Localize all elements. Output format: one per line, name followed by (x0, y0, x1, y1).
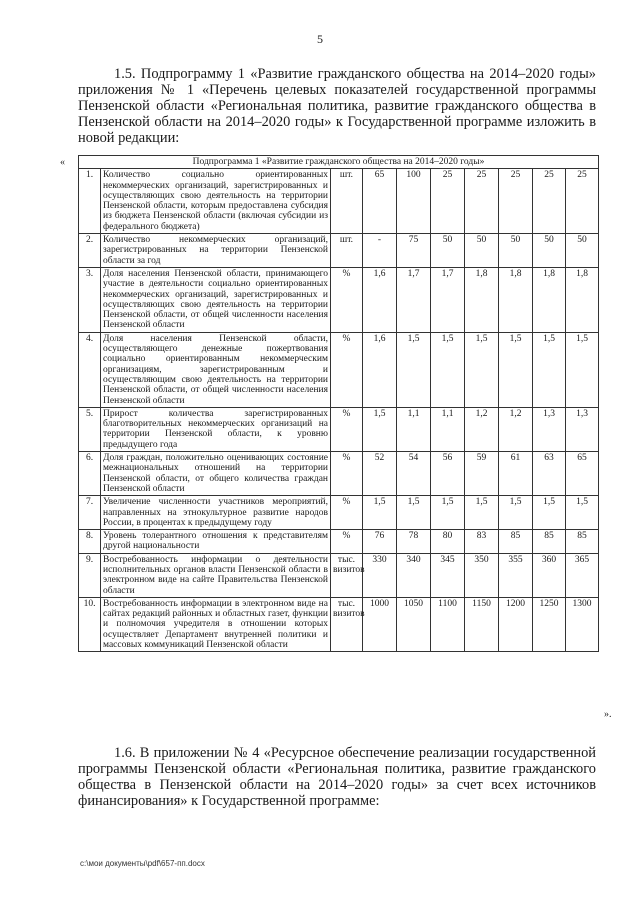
value-cell: 85 (499, 530, 533, 554)
value-cell: 75 (397, 234, 431, 268)
value-cell: 1050 (397, 597, 431, 651)
table-row (79, 496, 599, 530)
unit-cell: тыс. визитов (331, 553, 363, 597)
value-cell: 1,5 (431, 496, 465, 530)
table-title-row (79, 156, 599, 169)
value-cell: 56 (431, 452, 465, 496)
value-cell: 360 (533, 553, 566, 597)
value-cell: 85 (566, 530, 599, 554)
value-cell: 25 (566, 169, 599, 234)
value-cell: 1,5 (397, 496, 431, 530)
indicator-name: Востребованность информации о деятельности исполнительных органов власти Пензенской области в электронном виде на сайте Правительства Пензенской области (101, 553, 331, 597)
file-path-footer: c:\мои документы\pdf\657-пп.docx (80, 859, 205, 868)
row-number: 7. (79, 496, 101, 530)
row-number: 3. (79, 267, 101, 332)
unit-cell: % (331, 332, 363, 407)
value-cell: 1250 (533, 597, 566, 651)
table-row (79, 234, 599, 268)
value-cell: 25 (431, 169, 465, 234)
value-cell: 63 (533, 452, 566, 496)
table-row (79, 169, 599, 234)
value-cell: 65 (566, 452, 599, 496)
table-row (79, 332, 599, 407)
value-cell: 1,5 (566, 496, 599, 530)
value-cell: 345 (431, 553, 465, 597)
value-cell: 50 (566, 234, 599, 268)
value-cell: 52 (363, 452, 397, 496)
value-cell: 1100 (431, 597, 465, 651)
value-cell: 25 (465, 169, 499, 234)
value-cell: 1150 (465, 597, 499, 651)
indicator-name: Доля населения Пензенской области, осуществляющего денежные пожертвования социально ориентированным некоммерческим организациям, зарегистрированным и осуществляющим свою деятельность на территории Пензенской области, от общей численности населения Пензенской области (101, 332, 331, 407)
value-cell: 365 (566, 553, 599, 597)
value-cell: 1,8 (566, 267, 599, 332)
table-row (79, 530, 599, 554)
row-number: 10. (79, 597, 101, 651)
value-cell: 1,8 (499, 267, 533, 332)
row-number: 6. (79, 452, 101, 496)
indicator-name: Востребованность информации в электронном виде на сайтах редакций районных и областных газет, функции и полномочия учредителя в отношении которых осуществляет Департамент внутренней политики и массовых коммуникаций Пензенской области (101, 597, 331, 651)
value-cell: 1,5 (465, 496, 499, 530)
value-cell: 1,1 (431, 407, 465, 451)
value-cell: 59 (465, 452, 499, 496)
table-row (79, 452, 599, 496)
page-number: 5 (317, 32, 323, 46)
value-cell: 61 (499, 452, 533, 496)
paragraph-1-6-text: 1.6. В приложении № 4 «Ресурсное обеспечение реализации государственной программы Пензенской области «Региональная политика, развитие гражданского общества в Пензенской области на 2014–2020 годы» за счет всех источников финансирования» к Государственной программе: (78, 745, 596, 809)
value-cell: 50 (499, 234, 533, 268)
value-cell: 1,6 (363, 332, 397, 407)
value-cell: 355 (499, 553, 533, 597)
value-cell: 50 (431, 234, 465, 268)
unit-cell: шт. (331, 169, 363, 234)
value-cell: 1,8 (533, 267, 566, 332)
unit-cell: % (331, 530, 363, 554)
unit-cell: % (331, 452, 363, 496)
row-number: 1. (79, 169, 101, 234)
paragraph-1-6 (78, 745, 596, 809)
value-cell: 50 (533, 234, 566, 268)
row-number: 9. (79, 553, 101, 597)
indicator-name: Прирост количества зарегистрированных благотворительных некоммерческих организаций на территории Пензенской области, к уровню предыдущего года (101, 407, 331, 451)
value-cell: 25 (533, 169, 566, 234)
value-cell: 1300 (566, 597, 599, 651)
unit-cell: тыс. визитов (331, 597, 363, 651)
indicator-name: Увеличение численности участников мероприятий, направленных на этнокультурное развитие народов России, в процентах к предыдущему году (101, 496, 331, 530)
value-cell: 1,7 (397, 267, 431, 332)
value-cell: 80 (431, 530, 465, 554)
value-cell: 1,5 (363, 407, 397, 451)
indicator-name: Количество социально ориентированных некоммерческих организаций, зарегистрированных и осуществляющих свою деятельность на территории Пензенской области, которым предоставлена субсидия из бюджета Пензенской области (включая субсидии из федерального бюджета) (101, 169, 331, 234)
subprogram-title: Подпрограмма 1 «Развитие гражданского общества на 2014–2020 годы» (79, 156, 599, 169)
closing-quote: ». (604, 709, 612, 720)
value-cell: 1,5 (465, 332, 499, 407)
value-cell: 1,3 (566, 407, 599, 451)
value-cell: 25 (499, 169, 533, 234)
indicator-name: Доля населения Пензенской области, принимающего участие в деятельности социально ориентированных некоммерческих организаций, зарегистрированных и осуществляющих свою деятельность на территории Пензенской области, от общей численности населения Пензенской области (101, 267, 331, 332)
indicator-name: Доля граждан, положительно оценивающих состояние межнациональных отношений на территории Пензенской области, от общего количества граждан Пензенской области (101, 452, 331, 496)
unit-cell: % (331, 407, 363, 451)
value-cell: 76 (363, 530, 397, 554)
table-row (79, 597, 599, 651)
value-cell: 85 (533, 530, 566, 554)
paragraph-1-5-text: 1.5. Подпрограмму 1 «Развитие гражданского общества на 2014–2020 годы» приложения № 1 «Перечень целевых показателей государственной программы Пензенской области «Региональная политика, развитие гражданского общества в Пензенской области на 2014–2020 годы» к Государственной программе изложить в новой редакции: (78, 66, 596, 146)
opening-quote: « (60, 157, 65, 168)
value-cell: 83 (465, 530, 499, 554)
value-cell: 1,5 (533, 496, 566, 530)
value-cell: 1,6 (363, 267, 397, 332)
value-cell: 100 (397, 169, 431, 234)
value-cell: 50 (465, 234, 499, 268)
value-cell: 1,2 (499, 407, 533, 451)
value-cell: 1,5 (431, 332, 465, 407)
value-cell: 1,5 (566, 332, 599, 407)
paragraph-1-5 (78, 66, 596, 146)
value-cell: 1,5 (499, 496, 533, 530)
value-cell: 1,5 (533, 332, 566, 407)
table-row (79, 267, 599, 332)
value-cell: 1,2 (465, 407, 499, 451)
value-cell: 1,8 (465, 267, 499, 332)
table-row (79, 407, 599, 451)
indicator-name: Количество некоммерческих организаций, зарегистрированных на территории Пензенской области за год (101, 234, 331, 268)
row-number: 4. (79, 332, 101, 407)
value-cell: 1,7 (431, 267, 465, 332)
value-cell: 1,1 (397, 407, 431, 451)
indicators-table (78, 155, 599, 652)
row-number: 2. (79, 234, 101, 268)
value-cell: 1,3 (533, 407, 566, 451)
value-cell: 54 (397, 452, 431, 496)
unit-cell: % (331, 267, 363, 332)
value-cell: - (363, 234, 397, 268)
table-row (79, 553, 599, 597)
unit-cell: % (331, 496, 363, 530)
value-cell: 78 (397, 530, 431, 554)
value-cell: 1,5 (397, 332, 431, 407)
value-cell: 1000 (363, 597, 397, 651)
value-cell: 1,5 (363, 496, 397, 530)
row-number: 5. (79, 407, 101, 451)
indicator-name: Уровень толерантного отношения к представителям другой национальности (101, 530, 331, 554)
value-cell: 330 (363, 553, 397, 597)
row-number: 8. (79, 530, 101, 554)
value-cell: 340 (397, 553, 431, 597)
value-cell: 65 (363, 169, 397, 234)
unit-cell: шт. (331, 234, 363, 268)
value-cell: 1,5 (499, 332, 533, 407)
value-cell: 1200 (499, 597, 533, 651)
value-cell: 350 (465, 553, 499, 597)
